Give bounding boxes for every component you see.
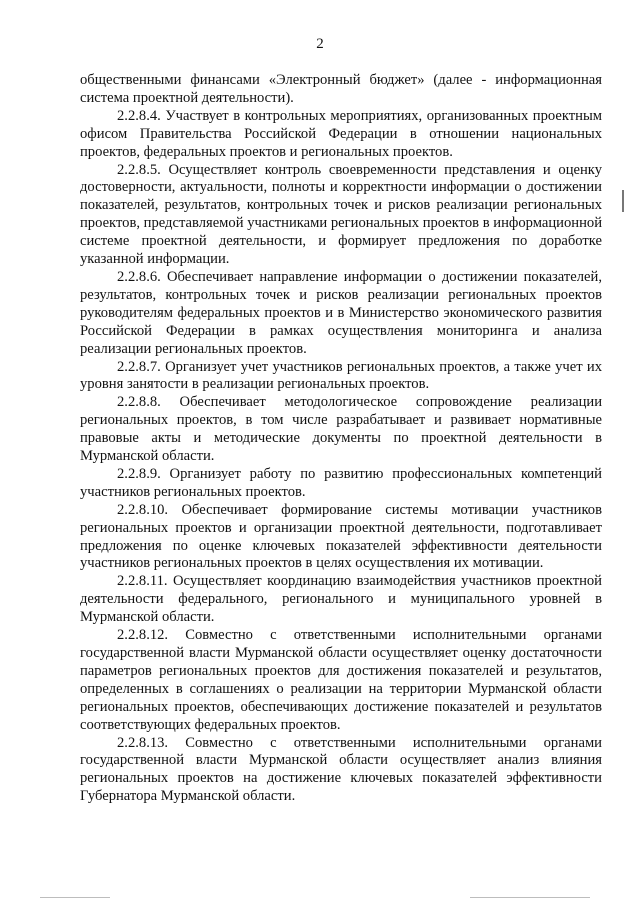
- page-number: 2: [316, 36, 324, 52]
- paragraph-2-2-8-11: 2.2.8.11. Осуществляет координацию взаимодействия участников проектной деятельности федерального, регионального и муниципального уровней в Мурманской области.: [80, 573, 602, 626]
- paragraph-2-2-8-13: 2.2.8.13. Совместно с ответственными исполнительными органами государственной власти Мурманской области осуществляет анализ влияния региональных проектов на достижение ключевых показателей эффективности Губернатора Мурманской области.: [80, 734, 602, 805]
- paragraph-2-2-8-10: 2.2.8.10. Обеспечивает формирование системы мотивации участников региональных проектов и организации проектной деятельности, подготавливает предложения по оценке ключевых показателей эффективности деятельности участников региональных проектов в целях осуществления их мотивации.: [80, 501, 602, 572]
- paragraph-2-2-8-6: 2.2.8.6. Обеспечивает направление информации о достижении показателей, результатов, контрольных точек и рисков реализации региональных проектов руководителям федеральных проектов и в Министерство экономического развития Российской Федерации в рамках осуществления мониторинга и анализа реализации региональных проектов.: [80, 268, 602, 357]
- bottom-scan-artifact: [470, 897, 590, 898]
- paragraph-2-2-8-4: 2.2.8.4. Участвует в контрольных мероприятиях, организованных проектным офисом Правительства Российской Федерации в отношении национальных проектов, федеральных проектов и региональных проектов.: [80, 107, 602, 160]
- bottom-scan-artifact: [40, 897, 110, 898]
- paragraph-2-2-8-9: 2.2.8.9. Организует работу по развитию профессиональных компетенций участников региональных проектов.: [80, 465, 602, 500]
- paragraph-2-2-8-7: 2.2.8.7. Организует учет участников региональных проектов, а также учет их уровня занятости в реализации региональных проектов.: [80, 358, 602, 393]
- paragraph-2-2-8-8: 2.2.8.8. Обеспечивает методологическое сопровождение реализации региональных проектов, в том числе разрабатывает и развивает нормативные правовые акты и методические документы по проектной деятельности в Мурманской области.: [80, 394, 602, 465]
- paragraph-continuation: общественными финансами «Электронный бюджет» (далее - информационная система проектной деятельности).: [80, 72, 602, 106]
- paragraph-2-2-8-5: 2.2.8.5. Осуществляет контроль своевременности представления и оценку достоверности, актуальности, полноты и корректности информации о достижении показателей, результатов, контрольных точек и рисков реализации региональных проектов, представляемой участниками региональных проектов в информационной системе проектной деятельности, и формирует предложения по доработке указанной информации.: [80, 161, 602, 268]
- document-body: [80, 72, 602, 806]
- margin-scan-mark: [622, 190, 624, 212]
- paragraph-2-2-8-12: 2.2.8.12. Совместно с ответственными исполнительными органами государственной власти Мурманской области осуществляет оценку достаточности параметров региональных проектов для достижения показателей и результатов, определенных в соглашениях о реализации на территории Мурманской области региональных проектов, обеспечивающих достижение показателей и результатов соответствующих федеральных проектов.: [80, 627, 602, 733]
